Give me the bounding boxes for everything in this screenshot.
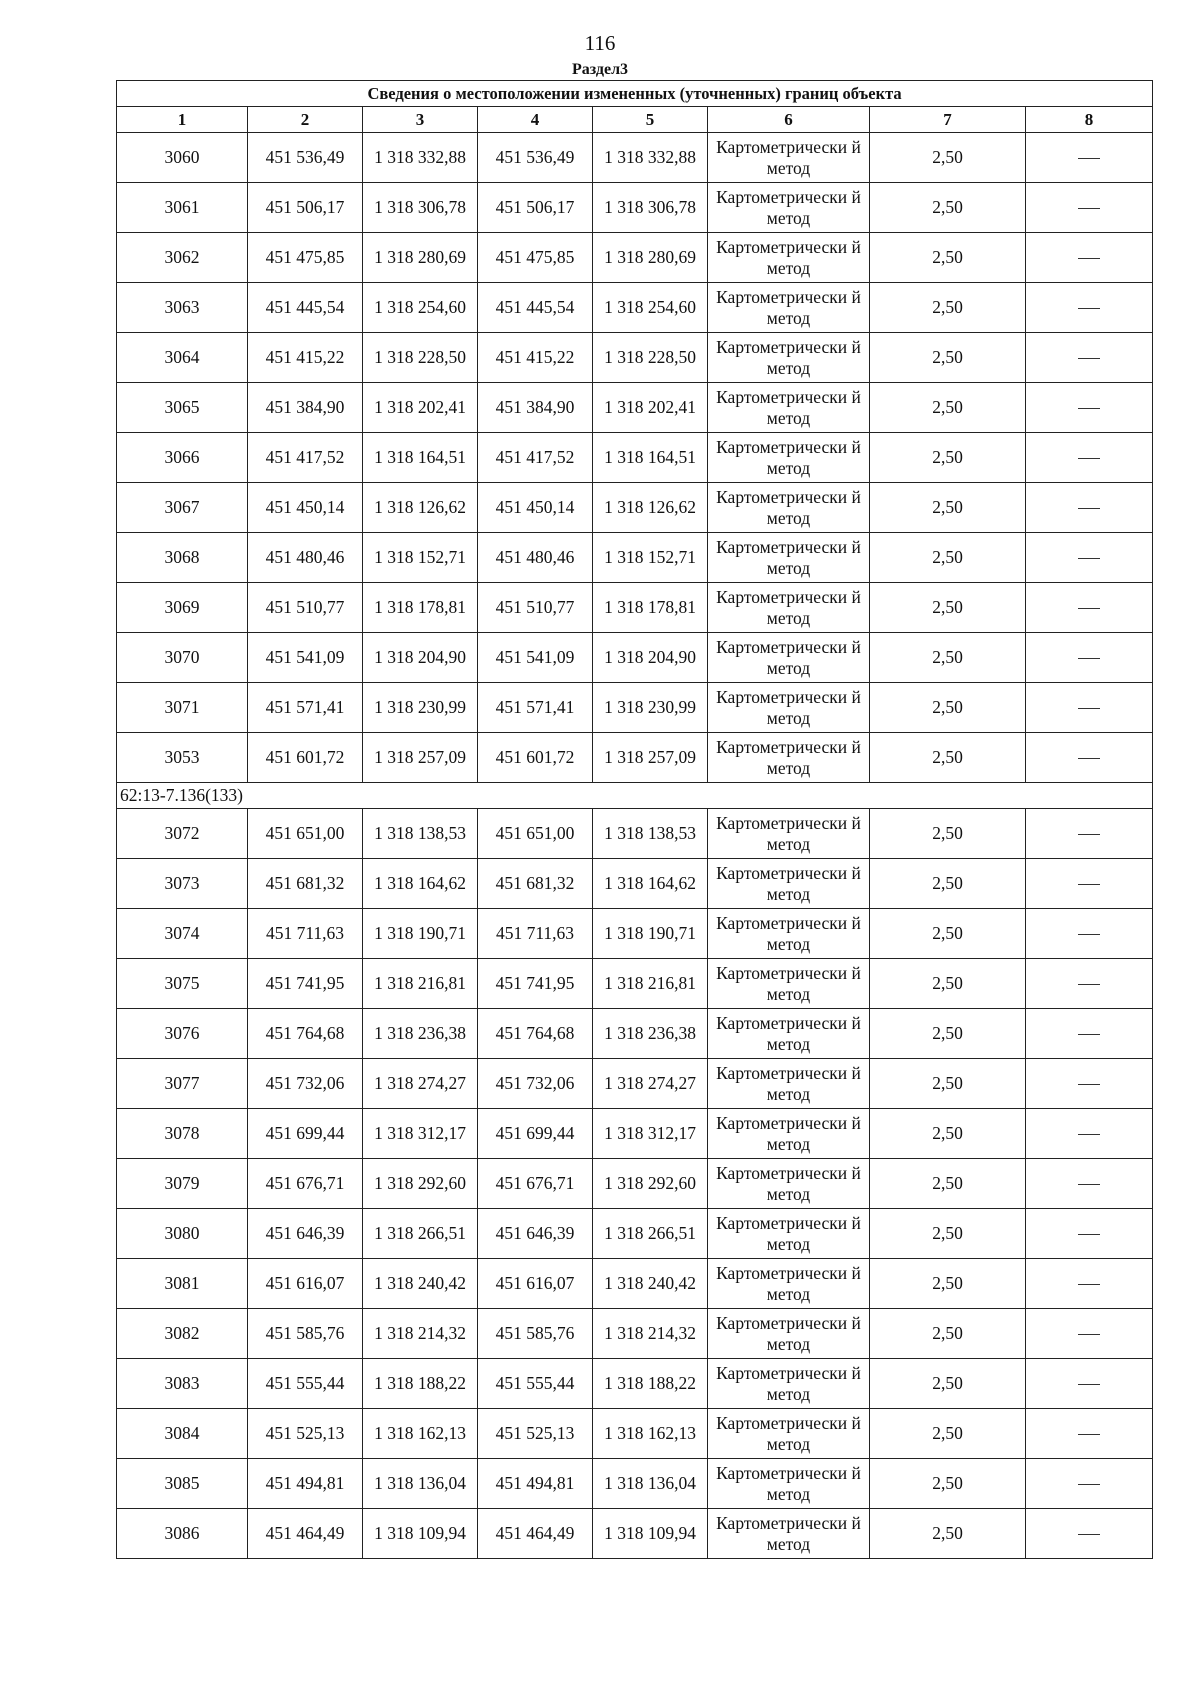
cell-point: 3063 (117, 283, 248, 333)
table-row (117, 1009, 1153, 1059)
cell-x-new: 451 555,44 (478, 1359, 593, 1409)
empty-dash (1078, 934, 1100, 935)
cell-x-old: 451 741,95 (248, 959, 363, 1009)
cell-point: 3078 (117, 1109, 248, 1159)
cell-accuracy: 2,50 (870, 1259, 1026, 1309)
cell-y-new: 1 318 178,81 (593, 583, 708, 633)
cell-accuracy: 2,50 (870, 1159, 1026, 1209)
cell-x-new: 451 510,77 (478, 583, 593, 633)
table-row (117, 583, 1153, 633)
cell-x-old: 451 541,09 (248, 633, 363, 683)
cell-point: 3075 (117, 959, 248, 1009)
cell-method: Картометрически й метод (708, 809, 870, 859)
cell-point: 3064 (117, 333, 248, 383)
cell-method: Картометрически й метод (708, 1359, 870, 1409)
cell-method: Картометрически й метод (708, 859, 870, 909)
cell-y-old: 1 318 257,09 (363, 733, 478, 783)
column-header: 5 (593, 107, 708, 133)
table-row (117, 1109, 1153, 1159)
empty-dash (1078, 834, 1100, 835)
cell-point: 3077 (117, 1059, 248, 1109)
cell-accuracy: 2,50 (870, 383, 1026, 433)
empty-dash (1078, 158, 1100, 159)
table-row (117, 283, 1153, 333)
table-row (117, 1509, 1153, 1559)
cell-x-old: 451 732,06 (248, 1059, 363, 1109)
cell-accuracy: 2,50 (870, 859, 1026, 909)
table-row (117, 859, 1153, 909)
cell-y-new: 1 318 240,42 (593, 1259, 708, 1309)
cell-point: 3084 (117, 1409, 248, 1459)
cell-point: 3071 (117, 683, 248, 733)
cell-method: Картометрически й метод (708, 1509, 870, 1559)
cell-y-old: 1 318 164,62 (363, 859, 478, 909)
cell-accuracy: 2,50 (870, 683, 1026, 733)
cell-x-old: 451 445,54 (248, 283, 363, 333)
cell-y-old: 1 318 240,42 (363, 1259, 478, 1309)
cell-x-old: 451 384,90 (248, 383, 363, 433)
cell-y-old: 1 318 236,38 (363, 1009, 478, 1059)
cell-y-new: 1 318 188,22 (593, 1359, 708, 1409)
cell-y-old: 1 318 332,88 (363, 133, 478, 183)
empty-dash (1078, 558, 1100, 559)
column-header: 7 (870, 107, 1026, 133)
empty-dash (1078, 984, 1100, 985)
cell-x-old: 451 480,46 (248, 533, 363, 583)
cell-description (1026, 333, 1153, 383)
cell-y-old: 1 318 136,04 (363, 1459, 478, 1509)
cell-y-old: 1 318 178,81 (363, 583, 478, 633)
table-row (117, 733, 1153, 783)
cell-x-new: 451 585,76 (478, 1309, 593, 1359)
cell-y-old: 1 318 280,69 (363, 233, 478, 283)
empty-dash (1078, 408, 1100, 409)
cell-x-old: 451 415,22 (248, 333, 363, 383)
cell-accuracy: 2,50 (870, 1509, 1026, 1559)
cell-description (1026, 133, 1153, 183)
cell-x-new: 451 384,90 (478, 383, 593, 433)
cell-description (1026, 1309, 1153, 1359)
cell-method: Картометрически й метод (708, 383, 870, 433)
cell-accuracy: 2,50 (870, 283, 1026, 333)
group-label: 62:13-7.136(133) (117, 783, 1153, 809)
cell-description (1026, 683, 1153, 733)
cell-accuracy: 2,50 (870, 1459, 1026, 1509)
cell-accuracy: 2,50 (870, 909, 1026, 959)
cell-description (1026, 533, 1153, 583)
cell-accuracy: 2,50 (870, 1009, 1026, 1059)
table-row (117, 1309, 1153, 1359)
cell-accuracy: 2,50 (870, 959, 1026, 1009)
cell-method: Картометрически й метод (708, 909, 870, 959)
empty-dash (1078, 1534, 1100, 1535)
empty-dash (1078, 758, 1100, 759)
empty-dash (1078, 308, 1100, 309)
cell-method: Картометрически й метод (708, 433, 870, 483)
cell-point: 3069 (117, 583, 248, 633)
cell-method: Картометрически й метод (708, 583, 870, 633)
cell-description (1026, 1259, 1153, 1309)
empty-dash (1078, 1384, 1100, 1385)
table-row (117, 959, 1153, 1009)
cell-method: Картометрически й метод (708, 533, 870, 583)
cell-accuracy: 2,50 (870, 633, 1026, 683)
table-row (117, 1259, 1153, 1309)
cell-description (1026, 1459, 1153, 1509)
section-title: Раздел3 (571, 61, 629, 78)
cell-accuracy: 2,50 (870, 1109, 1026, 1159)
cell-accuracy: 2,50 (870, 733, 1026, 783)
cell-description (1026, 1359, 1153, 1409)
cell-point: 3080 (117, 1209, 248, 1259)
cell-y-new: 1 318 162,13 (593, 1409, 708, 1459)
cell-y-new: 1 318 266,51 (593, 1209, 708, 1259)
empty-dash (1078, 1184, 1100, 1185)
cell-method: Картометрически й метод (708, 233, 870, 283)
empty-dash (1078, 508, 1100, 509)
cell-y-new: 1 318 306,78 (593, 183, 708, 233)
table-row (117, 483, 1153, 533)
empty-dash (1078, 608, 1100, 609)
cell-y-new: 1 318 257,09 (593, 733, 708, 783)
cell-description (1026, 633, 1153, 683)
empty-dash (1078, 884, 1100, 885)
table-row (117, 683, 1153, 733)
cell-y-old: 1 318 126,62 (363, 483, 478, 533)
cell-x-old: 451 651,00 (248, 809, 363, 859)
boundary-coordinates-table (116, 80, 1153, 1559)
cell-accuracy: 2,50 (870, 1309, 1026, 1359)
cell-description (1026, 909, 1153, 959)
cell-accuracy: 2,50 (870, 1409, 1026, 1459)
cell-method: Картометрически й метод (708, 483, 870, 533)
cell-x-old: 451 681,32 (248, 859, 363, 909)
cell-x-old: 451 494,81 (248, 1459, 363, 1509)
cell-y-new: 1 318 274,27 (593, 1059, 708, 1109)
cell-x-old: 451 450,14 (248, 483, 363, 533)
column-header: 8 (1026, 107, 1153, 133)
cell-x-old: 451 699,44 (248, 1109, 363, 1159)
cell-accuracy: 2,50 (870, 809, 1026, 859)
cell-y-new: 1 318 202,41 (593, 383, 708, 433)
empty-dash (1078, 358, 1100, 359)
cell-y-new: 1 318 126,62 (593, 483, 708, 533)
cell-description (1026, 1509, 1153, 1559)
table-caption-row (117, 81, 1153, 107)
cell-y-old: 1 318 214,32 (363, 1309, 478, 1359)
cell-point: 3053 (117, 733, 248, 783)
empty-dash (1078, 708, 1100, 709)
cell-x-new: 451 541,09 (478, 633, 593, 683)
cell-x-new: 451 676,71 (478, 1159, 593, 1209)
cell-x-new: 451 681,32 (478, 859, 593, 909)
cell-x-new: 451 525,13 (478, 1409, 593, 1459)
cell-y-new: 1 318 230,99 (593, 683, 708, 733)
group-header-row (117, 783, 1153, 809)
page-number: 116 (584, 31, 616, 55)
cell-x-old: 451 646,39 (248, 1209, 363, 1259)
cell-x-old: 451 417,52 (248, 433, 363, 483)
cell-method: Картометрически й метод (708, 1009, 870, 1059)
cell-y-new: 1 318 190,71 (593, 909, 708, 959)
cell-description (1026, 183, 1153, 233)
table-row (117, 383, 1153, 433)
table-row (117, 433, 1153, 483)
empty-dash (1078, 1284, 1100, 1285)
table-body (117, 81, 1153, 1559)
cell-x-new: 451 601,72 (478, 733, 593, 783)
cell-accuracy: 2,50 (870, 483, 1026, 533)
cell-point: 3067 (117, 483, 248, 533)
cell-x-old: 451 525,13 (248, 1409, 363, 1459)
cell-x-old: 451 711,63 (248, 909, 363, 959)
cell-point: 3060 (117, 133, 248, 183)
cell-accuracy: 2,50 (870, 233, 1026, 283)
empty-dash (1078, 1084, 1100, 1085)
cell-accuracy: 2,50 (870, 583, 1026, 633)
table-row (117, 183, 1153, 233)
cell-x-old: 451 571,41 (248, 683, 363, 733)
cell-accuracy: 2,50 (870, 1359, 1026, 1409)
table-row (117, 133, 1153, 183)
cell-point: 3081 (117, 1259, 248, 1309)
cell-method: Картометрически й метод (708, 183, 870, 233)
cell-y-old: 1 318 204,90 (363, 633, 478, 683)
empty-dash (1078, 458, 1100, 459)
cell-x-new: 451 445,54 (478, 283, 593, 333)
cell-y-new: 1 318 280,69 (593, 233, 708, 283)
cell-y-new: 1 318 138,53 (593, 809, 708, 859)
cell-method: Картометрически й метод (708, 283, 870, 333)
cell-y-new: 1 318 254,60 (593, 283, 708, 333)
empty-dash (1078, 208, 1100, 209)
column-header: 3 (363, 107, 478, 133)
table-row (117, 1459, 1153, 1509)
cell-x-new: 451 536,49 (478, 133, 593, 183)
cell-x-new: 451 480,46 (478, 533, 593, 583)
cell-description (1026, 383, 1153, 433)
table-row (117, 633, 1153, 683)
cell-point: 3068 (117, 533, 248, 583)
table-row (117, 909, 1153, 959)
empty-dash (1078, 1334, 1100, 1335)
cell-description (1026, 1059, 1153, 1109)
cell-x-new: 451 475,85 (478, 233, 593, 283)
table-row (117, 333, 1153, 383)
table-row (117, 233, 1153, 283)
cell-point: 3083 (117, 1359, 248, 1409)
cell-x-old: 451 555,44 (248, 1359, 363, 1409)
cell-y-new: 1 318 109,94 (593, 1509, 708, 1559)
cell-y-old: 1 318 266,51 (363, 1209, 478, 1259)
cell-x-new: 451 494,81 (478, 1459, 593, 1509)
cell-x-old: 451 676,71 (248, 1159, 363, 1209)
cell-description (1026, 283, 1153, 333)
cell-method: Картометрически й метод (708, 133, 870, 183)
cell-y-new: 1 318 136,04 (593, 1459, 708, 1509)
cell-accuracy: 2,50 (870, 333, 1026, 383)
table-row (117, 1409, 1153, 1459)
cell-point: 3070 (117, 633, 248, 683)
cell-y-old: 1 318 274,27 (363, 1059, 478, 1109)
cell-method: Картометрически й метод (708, 633, 870, 683)
cell-x-new: 451 646,39 (478, 1209, 593, 1259)
cell-x-new: 451 711,63 (478, 909, 593, 959)
cell-x-new: 451 732,06 (478, 1059, 593, 1109)
cell-x-new: 451 741,95 (478, 959, 593, 1009)
cell-description (1026, 1409, 1153, 1459)
cell-y-new: 1 318 292,60 (593, 1159, 708, 1209)
column-header: 4 (478, 107, 593, 133)
cell-point: 3066 (117, 433, 248, 483)
cell-description (1026, 733, 1153, 783)
cell-accuracy: 2,50 (870, 133, 1026, 183)
cell-x-old: 451 601,72 (248, 733, 363, 783)
cell-x-new: 451 415,22 (478, 333, 593, 383)
cell-x-old: 451 464,49 (248, 1509, 363, 1559)
cell-method: Картометрически й метод (708, 683, 870, 733)
column-header: 6 (708, 107, 870, 133)
cell-x-new: 451 764,68 (478, 1009, 593, 1059)
column-header: 2 (248, 107, 363, 133)
column-header: 1 (117, 107, 248, 133)
column-header-row (117, 107, 1153, 133)
cell-description (1026, 433, 1153, 483)
cell-point: 3073 (117, 859, 248, 909)
cell-x-new: 451 417,52 (478, 433, 593, 483)
cell-description (1026, 859, 1153, 909)
cell-y-old: 1 318 228,50 (363, 333, 478, 383)
cell-x-old: 451 536,49 (248, 133, 363, 183)
empty-dash (1078, 1034, 1100, 1035)
cell-method: Картометрически й метод (708, 959, 870, 1009)
cell-y-old: 1 318 292,60 (363, 1159, 478, 1209)
cell-point: 3086 (117, 1509, 248, 1559)
cell-method: Картометрически й метод (708, 1259, 870, 1309)
cell-y-new: 1 318 214,32 (593, 1309, 708, 1359)
cell-method: Картометрически й метод (708, 1109, 870, 1159)
table-caption: Сведения о местоположении измененных (уточненных) границ объекта (117, 81, 1153, 107)
cell-y-old: 1 318 152,71 (363, 533, 478, 583)
cell-x-old: 451 585,76 (248, 1309, 363, 1359)
cell-accuracy: 2,50 (870, 183, 1026, 233)
cell-method: Картометрически й метод (708, 1459, 870, 1509)
empty-dash (1078, 1484, 1100, 1485)
cell-y-new: 1 318 236,38 (593, 1009, 708, 1059)
table-row (117, 809, 1153, 859)
cell-accuracy: 2,50 (870, 1209, 1026, 1259)
cell-description (1026, 1109, 1153, 1159)
empty-dash (1078, 1234, 1100, 1235)
cell-y-old: 1 318 190,71 (363, 909, 478, 959)
cell-y-old: 1 318 312,17 (363, 1109, 478, 1159)
cell-point: 3065 (117, 383, 248, 433)
cell-x-old: 451 475,85 (248, 233, 363, 283)
cell-accuracy: 2,50 (870, 1059, 1026, 1109)
cell-y-new: 1 318 204,90 (593, 633, 708, 683)
table-row (117, 1059, 1153, 1109)
cell-y-new: 1 318 332,88 (593, 133, 708, 183)
cell-point: 3061 (117, 183, 248, 233)
cell-y-old: 1 318 109,94 (363, 1509, 478, 1559)
cell-description (1026, 483, 1153, 533)
cell-description (1026, 809, 1153, 859)
empty-dash (1078, 658, 1100, 659)
table-row (117, 1359, 1153, 1409)
cell-y-old: 1 318 188,22 (363, 1359, 478, 1409)
cell-point: 3062 (117, 233, 248, 283)
cell-description (1026, 1209, 1153, 1259)
cell-y-old: 1 318 164,51 (363, 433, 478, 483)
cell-y-new: 1 318 164,51 (593, 433, 708, 483)
cell-method: Картометрически й метод (708, 1409, 870, 1459)
cell-x-new: 451 450,14 (478, 483, 593, 533)
table-row (117, 1209, 1153, 1259)
cell-y-old: 1 318 254,60 (363, 283, 478, 333)
cell-x-old: 451 506,17 (248, 183, 363, 233)
cell-y-new: 1 318 164,62 (593, 859, 708, 909)
cell-point: 3074 (117, 909, 248, 959)
cell-y-old: 1 318 306,78 (363, 183, 478, 233)
cell-description (1026, 583, 1153, 633)
cell-x-old: 451 616,07 (248, 1259, 363, 1309)
empty-dash (1078, 1134, 1100, 1135)
cell-method: Картометрически й метод (708, 1159, 870, 1209)
cell-point: 3082 (117, 1309, 248, 1359)
cell-y-old: 1 318 202,41 (363, 383, 478, 433)
cell-description (1026, 1009, 1153, 1059)
cell-point: 3076 (117, 1009, 248, 1059)
cell-description (1026, 1159, 1153, 1209)
empty-dash (1078, 258, 1100, 259)
cell-y-new: 1 318 152,71 (593, 533, 708, 583)
cell-point: 3072 (117, 809, 248, 859)
cell-x-new: 451 571,41 (478, 683, 593, 733)
cell-y-old: 1 318 138,53 (363, 809, 478, 859)
cell-description (1026, 233, 1153, 283)
cell-y-old: 1 318 162,13 (363, 1409, 478, 1459)
cell-x-new: 451 616,07 (478, 1259, 593, 1309)
cell-y-new: 1 318 228,50 (593, 333, 708, 383)
cell-x-new: 451 699,44 (478, 1109, 593, 1159)
cell-method: Картометрически й метод (708, 1209, 870, 1259)
cell-description (1026, 959, 1153, 1009)
empty-dash (1078, 1434, 1100, 1435)
cell-y-new: 1 318 216,81 (593, 959, 708, 1009)
cell-point: 3079 (117, 1159, 248, 1209)
cell-x-old: 451 764,68 (248, 1009, 363, 1059)
cell-accuracy: 2,50 (870, 433, 1026, 483)
table-row (117, 533, 1153, 583)
cell-method: Картометрически й метод (708, 733, 870, 783)
cell-x-old: 451 510,77 (248, 583, 363, 633)
cell-y-old: 1 318 216,81 (363, 959, 478, 1009)
cell-y-old: 1 318 230,99 (363, 683, 478, 733)
cell-x-new: 451 506,17 (478, 183, 593, 233)
cell-method: Картометрически й метод (708, 1309, 870, 1359)
cell-method: Картометрически й метод (708, 1059, 870, 1109)
table-row (117, 1159, 1153, 1209)
cell-accuracy: 2,50 (870, 533, 1026, 583)
cell-point: 3085 (117, 1459, 248, 1509)
cell-x-new: 451 464,49 (478, 1509, 593, 1559)
cell-y-new: 1 318 312,17 (593, 1109, 708, 1159)
cell-x-new: 451 651,00 (478, 809, 593, 859)
cell-method: Картометрически й метод (708, 333, 870, 383)
